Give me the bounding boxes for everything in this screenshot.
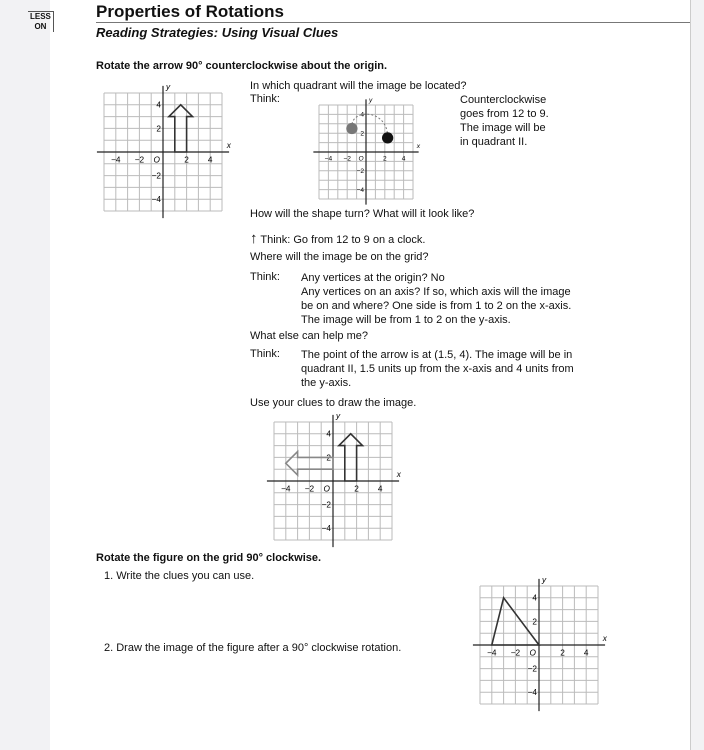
x-tick-label: −4: [324, 155, 333, 163]
y-tick-label: 2: [360, 130, 364, 138]
x-axis-label: x: [396, 470, 401, 479]
think-line: the y-axis.: [301, 377, 352, 389]
y-tick-label: 4: [156, 100, 161, 110]
y-tick-label: 2: [156, 124, 161, 134]
y-axis-label: y: [369, 97, 373, 105]
y-tick-label: −2: [321, 500, 331, 510]
x-tick-label: −2: [304, 484, 315, 494]
question-help: What else can help me?: [250, 330, 369, 342]
x-axis-label: x: [416, 143, 421, 150]
x-tick-label: 4: [377, 484, 383, 494]
question-quadrant: In which quadrant will the image be located?: [250, 80, 467, 92]
section1-heading: Rotate the arrow 90° counterclockwise about the origin.: [96, 60, 388, 72]
instruction-draw: Use your clues to draw the image.: [250, 397, 417, 409]
y-tick-label: −4: [151, 195, 161, 205]
origin-label: O: [323, 484, 330, 494]
y-axis-label: y: [542, 575, 547, 585]
think-label: Think:: [250, 348, 280, 360]
x-axis-label: x: [602, 634, 607, 643]
x-tick-label: −2: [510, 648, 521, 658]
think-line: Any vertices at the origin? No: [301, 272, 445, 284]
x-tick-label: −4: [281, 484, 291, 494]
x-tick-label: 2: [354, 484, 359, 494]
y-tick-label: −2: [527, 664, 537, 674]
lesson-tab-line1: LESS: [30, 12, 51, 21]
y-tick-label: 4: [360, 111, 364, 119]
think-line: quadrant II, 1.5 units up from the x-axis and 4 units from: [301, 363, 574, 375]
item-write-clues: 1. Write the clues you can use.: [104, 570, 255, 582]
think-label: Think:: [250, 271, 280, 283]
up-arrow-icon: ↑: [250, 230, 258, 247]
y-axis-label: y: [166, 82, 171, 92]
x-tick-label: −4: [487, 648, 497, 658]
item-draw-image: 2. Draw the image of the figure after a 90° clockwise rotation.: [104, 642, 402, 654]
think-clock-text: Think: Go from 12 to 9 on a clock.: [260, 234, 426, 246]
question-grid-location: Where will the image be on the grid?: [250, 251, 429, 263]
think-line: Counterclockwise: [460, 94, 547, 106]
x-tick-label: −2: [343, 155, 351, 163]
origin-label: O: [529, 648, 536, 658]
x-tick-label: 2: [184, 155, 189, 165]
origin-label: O: [153, 155, 160, 165]
think-line: in quadrant II.: [460, 136, 528, 148]
x-tick-label: 2: [382, 155, 387, 163]
question-shape-turn: How will the shape turn? What will it look like?: [250, 208, 475, 220]
y-tick-label: −2: [151, 171, 161, 181]
page-subtitle: Reading Strategies: Using Visual Clues: [96, 25, 339, 40]
origin-label: O: [358, 155, 364, 163]
x-tick-label: −4: [111, 155, 121, 165]
think-line: The image will be from 1 to 2 on the y-axis.: [301, 314, 511, 326]
x-tick-label: 4: [583, 648, 589, 658]
think-line: Any vertices on an axis? If so, which axis will the image: [301, 286, 571, 298]
y-tick-label: 4: [326, 429, 331, 439]
y-tick-label: −4: [527, 688, 537, 698]
think-line: goes from 12 to 9.: [460, 108, 549, 120]
think-line: The point of the arrow is at (1.5, 4). The image will be in: [301, 349, 573, 361]
x-tick-label: 2: [560, 648, 565, 658]
y-tick-label: 4: [532, 593, 537, 603]
x-tick-label: 4: [207, 155, 213, 165]
y-tick-label: 2: [532, 617, 537, 627]
y-tick-label: −4: [321, 524, 331, 534]
y-tick-label: 2: [326, 453, 331, 463]
x-tick-label: −2: [134, 155, 145, 165]
y-axis-label: y: [336, 411, 341, 421]
page-title: Properties of Rotations: [96, 2, 284, 21]
y-tick-label: −2: [356, 168, 364, 176]
y-tick-label: −4: [356, 186, 364, 194]
lesson-tab-line2: ON: [34, 22, 47, 31]
think-line: be on and where? One side is from 1 to 2 on the x-axis.: [301, 300, 572, 312]
x-tick-label: 4: [401, 155, 406, 163]
think-line: The image will be: [460, 122, 546, 134]
section2-heading: Rotate the figure on the grid 90° clockwise.: [96, 552, 322, 564]
think-label: Think:: [250, 93, 280, 105]
x-axis-label: x: [226, 141, 231, 150]
